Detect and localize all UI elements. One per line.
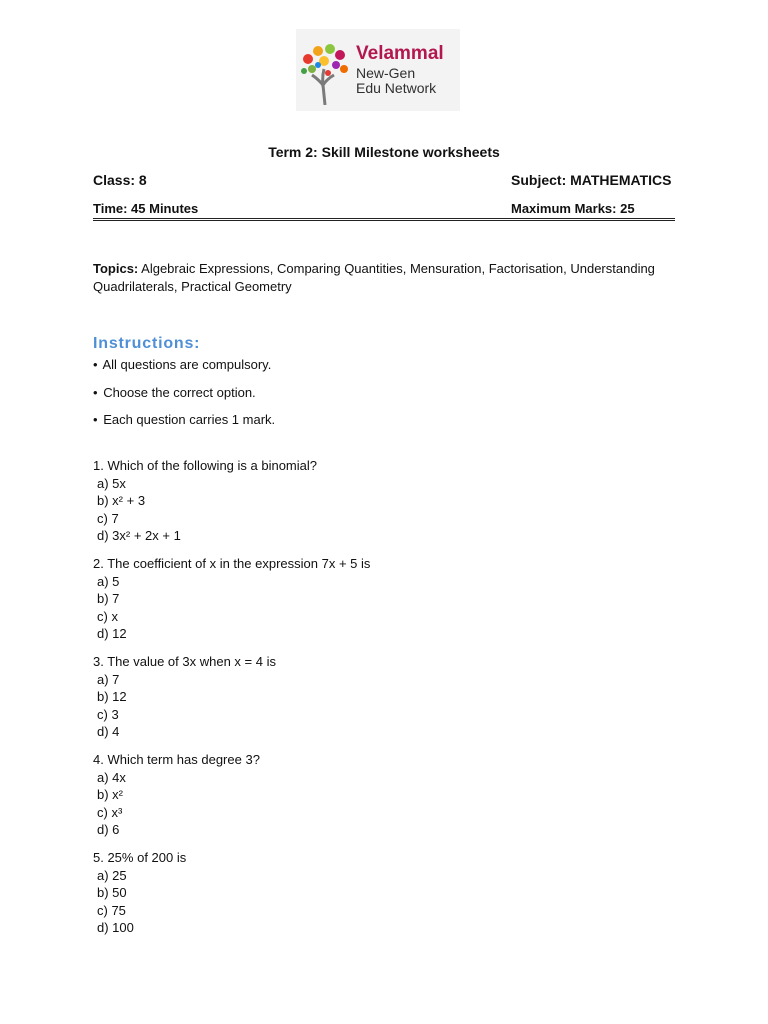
velammal-logo: [296, 29, 460, 111]
option: a) 4x: [97, 769, 126, 785]
option: c) x³: [97, 804, 123, 820]
logo-line-2: New-Gen: [356, 65, 416, 81]
question-4: [93, 751, 260, 839]
subject-label: Subject: MATHEMATICS: [511, 172, 672, 188]
instructions-heading: Instructions:: [93, 335, 201, 352]
option: a) 5x: [97, 475, 126, 491]
option: c) 75: [97, 902, 126, 918]
class-label: Class: 8: [93, 172, 147, 188]
question-stem: 1. Which of the following is a binomial?: [93, 458, 318, 473]
option: d) 3x² + 2x + 1: [97, 528, 181, 544]
bullet: •: [93, 385, 98, 400]
option: a) 5: [97, 573, 120, 589]
instruction-item: [93, 385, 256, 400]
option: c) 7: [97, 510, 119, 526]
topics-text: Algebraic Expressions, Comparing Quantities, Mensuration, Factorisation, Understanding Quadrilaterals, Practical Geometry: [93, 261, 655, 294]
instruction-item: [93, 412, 275, 427]
option: b) 50: [97, 885, 127, 901]
option: a) 7: [97, 671, 120, 687]
question-stem: 4. Which term has degree 3?: [93, 752, 260, 767]
bullet: •: [93, 357, 98, 372]
option: d) 4: [97, 724, 120, 740]
tree-icon: [298, 35, 354, 105]
instruction-item: [93, 357, 271, 372]
logo-line-3: Edu Network: [356, 80, 437, 96]
logo-brand: Velammal: [356, 43, 444, 64]
bullet: •: [93, 412, 98, 427]
question-2: [93, 555, 370, 643]
max-marks-label: Maximum Marks: 25: [511, 201, 635, 216]
instruction-text: Choose the correct option.: [103, 385, 256, 400]
option: b) 7: [97, 591, 120, 607]
time-label: Time: 45 Minutes: [93, 201, 199, 216]
option: d) 6: [97, 822, 120, 838]
question-3: [93, 653, 276, 741]
option: a) 25: [97, 867, 127, 883]
option: d) 100: [97, 920, 134, 936]
option: b) 12: [97, 689, 127, 705]
question-stem: 3. The value of 3x when x = 4 is: [93, 654, 276, 669]
worksheet-title: Term 2: Skill Milestone worksheets: [268, 144, 500, 160]
question-5: [93, 849, 186, 937]
logo-text: [356, 44, 444, 96]
header-divider: [93, 218, 675, 221]
option: c) 3: [97, 706, 119, 722]
option: c) x: [97, 608, 118, 624]
question-1: [93, 457, 317, 545]
question-stem: 5. 25% of 200 is: [93, 850, 187, 865]
option: b) x²: [97, 787, 123, 803]
question-stem: 2. The coefficient of x in the expression 7x + 5 is: [93, 556, 371, 571]
option: d) 12: [97, 626, 127, 642]
instruction-text: Each question carries 1 mark.: [103, 412, 276, 427]
topics-line: [93, 260, 683, 295]
topics-label: Topics:: [93, 261, 139, 276]
instruction-text: All questions are compulsory.: [102, 357, 272, 372]
option: b) x² + 3: [97, 493, 146, 509]
